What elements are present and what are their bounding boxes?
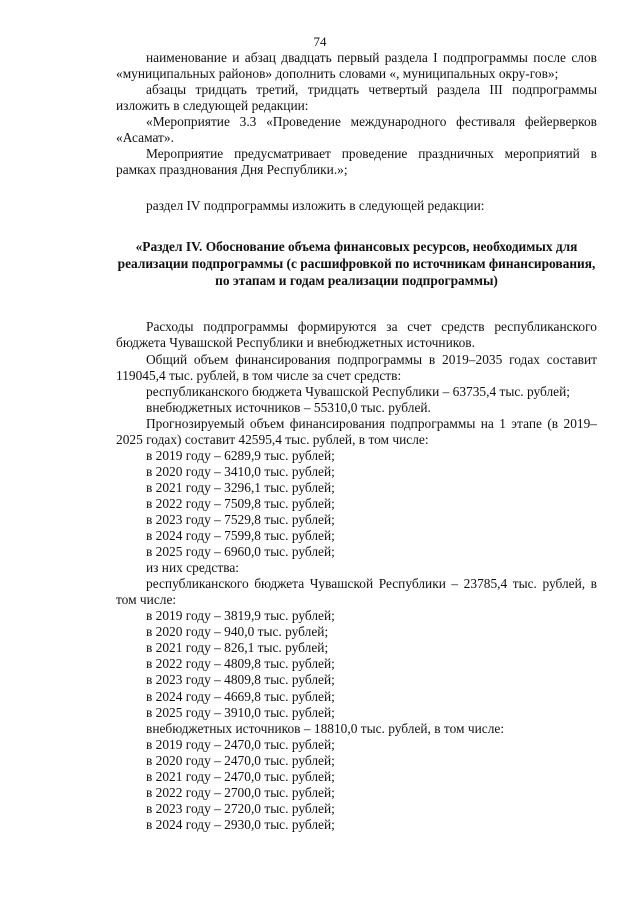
list-item: в 2020 году – 940,0 тыс. рублей; bbox=[146, 624, 329, 640]
paragraph: наименование и абзац двадцать первый раздела I подпрограммы после слов «муниципальных районов» дополнить словами «, муниципальных окру-гов»; bbox=[116, 50, 597, 82]
list-item: в 2021 году – 826,1 тыс. рублей; bbox=[146, 640, 329, 656]
list-item: в 2022 году – 2700,0 тыс. рублей; bbox=[146, 784, 335, 800]
paragraph: Расходы подпрограммы формируются за счет средств республиканского бюджета Чувашской Республики и внебюджетных источников. bbox=[116, 319, 597, 351]
list-item: в 2023 году – 2720,0 тыс. рублей; bbox=[146, 800, 335, 816]
list-item: в 2024 году – 7599,8 тыс. рублей; bbox=[146, 528, 335, 544]
paragraph: абзацы тридцать третий, тридцать четвертый раздела III подпрограммы изложить в следующей редакции: bbox=[116, 82, 597, 114]
list-item: в 2021 году – 2470,0 тыс. рублей; bbox=[146, 768, 335, 784]
paragraph: раздел IV подпрограммы изложить в следующей редакции: bbox=[146, 198, 485, 214]
total-years-list bbox=[116, 448, 597, 560]
paragraph: Мероприятие предусматривает проведение праздничных мероприятий в рамках празднования Дня Республики.»; bbox=[116, 146, 597, 178]
list-item: в 2023 году – 7529,8 тыс. рублей; bbox=[146, 511, 335, 527]
list-item: в 2024 году – 2930,0 тыс. рублей; bbox=[146, 816, 335, 832]
list-item: республиканского бюджета Чувашской Республики – 63735,4 тыс. рублей; bbox=[146, 383, 571, 399]
list-item: в 2022 году – 7509,8 тыс. рублей; bbox=[146, 495, 335, 511]
page-content bbox=[116, 50, 597, 833]
budget-years-list bbox=[116, 608, 597, 720]
page-number: 74 bbox=[313, 34, 327, 49]
paragraph: республиканского бюджета Чувашской Республики – 23785,4 тыс. рублей, в том числе: bbox=[116, 576, 597, 608]
paragraph: «Мероприятие 3.3 «Проведение международного фестиваля фейерверков «Асамат». bbox=[116, 114, 597, 146]
section-heading: «Раздел IV. Обоснование объема финансовых ресурсов, необходимых для реализации подпрограммы (с расшифровкой по источникам финансирования, по этапам и годам реализации подпрограммы) bbox=[117, 239, 596, 289]
list-item: в 2025 году – 6960,0 тыс. рублей; bbox=[146, 544, 335, 560]
list-item: из них средства: bbox=[146, 560, 240, 576]
extra-years-list bbox=[116, 737, 597, 833]
list-item: внебюджетных источников – 18810,0 тыс. рублей, в том числе: bbox=[146, 720, 505, 736]
list-item: в 2023 году – 4809,8 тыс. рублей; bbox=[146, 672, 335, 688]
list-item: в 2024 году – 4669,8 тыс. рублей; bbox=[146, 688, 335, 704]
list-item: в 2019 году – 2470,0 тыс. рублей; bbox=[146, 736, 335, 752]
list-item: в 2021 году – 3296,1 тыс. рублей; bbox=[146, 479, 335, 495]
list-item: в 2020 году – 3410,0 тыс. рублей; bbox=[146, 463, 335, 479]
list-item: в 2019 году – 6289,9 тыс. рублей; bbox=[146, 447, 335, 463]
list-item: в 2019 году – 3819,9 тыс. рублей; bbox=[146, 608, 335, 624]
list-item: в 2022 году – 4809,8 тыс. рублей; bbox=[146, 656, 335, 672]
paragraph: Общий объем финансирования подпрограммы в 2019–2035 годах составит 119045,4 тыс. рублей, в том числе за счет средств: bbox=[116, 351, 597, 383]
list-item: в 2025 году – 3910,0 тыс. рублей; bbox=[146, 704, 335, 720]
list-item: внебюджетных источников – 55310,0 тыс. рублей. bbox=[146, 399, 431, 415]
paragraph: Прогнозируемый объем финансирования подпрограммы на 1 этапе (в 2019–2025 годах) составит 42595,4 тыс. рублей, в том числе: bbox=[116, 415, 597, 447]
list-item: в 2020 году – 2470,0 тыс. рублей; bbox=[146, 752, 335, 768]
